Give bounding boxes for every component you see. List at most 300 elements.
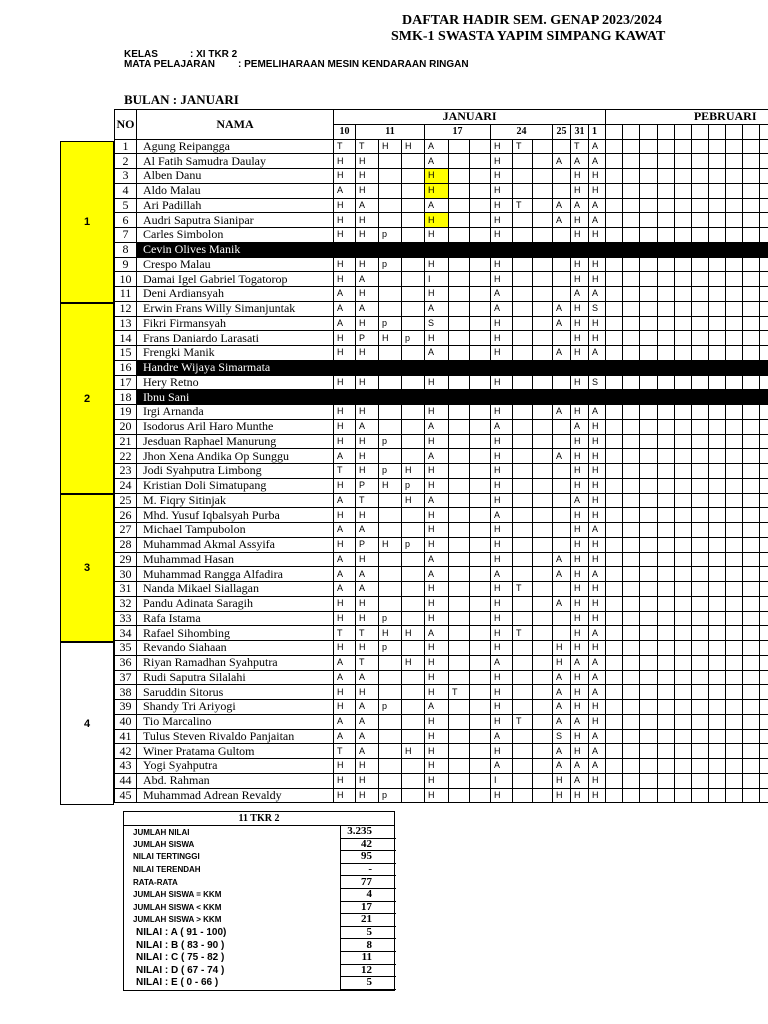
attendance-mark: [623, 419, 640, 434]
attendance-mark: [743, 405, 760, 420]
attendance-mark: H: [571, 228, 589, 243]
attendance-mark: [640, 346, 658, 361]
attendance-mark: [709, 685, 726, 700]
attendance-mark: [726, 287, 743, 302]
student-row: [115, 139, 768, 154]
attendance-mark: A: [334, 552, 356, 567]
attendance-mark: H: [356, 183, 379, 198]
attendance-mark: [743, 242, 760, 257]
attendance-mark: H: [553, 641, 571, 656]
attendance-mark: [623, 169, 640, 184]
attendance-mark: H: [491, 523, 513, 538]
attendance-mark: p: [379, 316, 402, 331]
attendance-mark: [606, 493, 623, 508]
attendance-mark: [709, 183, 726, 198]
attendance-mark: [533, 346, 553, 361]
attendance-mark: [640, 287, 658, 302]
attendance-mark: [553, 464, 571, 479]
attendance-mark: H: [425, 434, 449, 449]
attendance-mark: H: [425, 729, 449, 744]
attendance-mark: [760, 301, 768, 316]
attendance-mark: [589, 360, 606, 375]
attendance-mark: [760, 759, 768, 774]
attendance-mark: [533, 729, 553, 744]
attendance-mark: [449, 242, 470, 257]
student-name: Shandy Tri Ariyogi: [137, 700, 334, 715]
attendance-mark: [675, 301, 692, 316]
attendance-mark: [743, 139, 760, 154]
attendance-mark: [449, 272, 470, 287]
attendance-mark: T: [513, 714, 533, 729]
attendance-mark: [743, 700, 760, 715]
attendance-mark: H: [425, 641, 449, 656]
attendance-mark: [658, 287, 675, 302]
attendance-mark: A: [425, 301, 449, 316]
attendance-mark: [470, 700, 491, 715]
attendance-mark: [709, 537, 726, 552]
attendance-mark: [470, 434, 491, 449]
attendance-mark: [709, 419, 726, 434]
attendance-mark: H: [334, 759, 356, 774]
attendance-mark: A: [589, 346, 606, 361]
attendance-mark: [692, 464, 709, 479]
attendance-mark: [470, 169, 491, 184]
attendance-mark: [760, 213, 768, 228]
attendance-mark: [553, 537, 571, 552]
attendance-mark: [675, 449, 692, 464]
attendance-mark: [760, 375, 768, 390]
attendance-mark: [709, 478, 726, 493]
attendance-mark: A: [425, 700, 449, 715]
attendance-mark: T: [356, 139, 379, 154]
attendance-mark: H: [589, 449, 606, 464]
attendance-mark: H: [334, 405, 356, 420]
attendance-mark: [692, 169, 709, 184]
attendance-mark: H: [571, 169, 589, 184]
attendance-mark: [743, 198, 760, 213]
attendance-mark: [513, 744, 533, 759]
attendance-mark: [470, 744, 491, 759]
attendance-mark: [760, 228, 768, 243]
attendance-mark: [692, 611, 709, 626]
attendance-table: [114, 109, 768, 803]
attendance-mark: [379, 685, 402, 700]
attendance-mark: [533, 213, 553, 228]
attendance-mark: H: [356, 228, 379, 243]
attendance-mark: [491, 360, 513, 375]
attendance-mark: [449, 405, 470, 420]
student-row: [115, 523, 768, 538]
summary-value: 21: [340, 914, 396, 927]
attendance-mark: [709, 596, 726, 611]
attendance-mark: A: [491, 655, 513, 670]
attendance-mark: [553, 139, 571, 154]
attendance-mark: [606, 331, 623, 346]
attendance-mark: [675, 213, 692, 228]
attendance-mark: [470, 242, 491, 257]
attendance-mark: [675, 405, 692, 420]
summary-value: 4: [340, 888, 396, 901]
attendance-mark: H: [553, 773, 571, 788]
attendance-mark: A: [553, 154, 571, 169]
attendance-mark: H: [571, 685, 589, 700]
attendance-mark: H: [425, 523, 449, 538]
group-1-cell: [60, 141, 114, 303]
attendance-mark: A: [425, 493, 449, 508]
attendance-mark: A: [334, 582, 356, 597]
student-number: 42: [115, 744, 137, 759]
attendance-mark: [623, 272, 640, 287]
attendance-mark: [640, 537, 658, 552]
attendance-mark: H: [334, 434, 356, 449]
attendance-mark: H: [402, 744, 425, 759]
attendance-mark: [658, 685, 675, 700]
attendance-mark: [743, 655, 760, 670]
attendance-mark: H: [589, 611, 606, 626]
attendance-mark: [692, 198, 709, 213]
attendance-mark: H: [571, 257, 589, 272]
attendance-mark: [675, 183, 692, 198]
attendance-mark: [402, 434, 425, 449]
attendance-mark: [402, 375, 425, 390]
attendance-mark: [692, 744, 709, 759]
attendance-mark: [606, 301, 623, 316]
attendance-mark: H: [491, 272, 513, 287]
attendance-mark: [675, 154, 692, 169]
attendance-mark: A: [334, 287, 356, 302]
attendance-mark: [606, 360, 623, 375]
attendance-mark: [640, 257, 658, 272]
attendance-mark: [513, 523, 533, 538]
summary-label: JUMLAH SISWA = KKM: [133, 890, 222, 900]
student-number: 2: [115, 154, 137, 169]
attendance-mark: H: [425, 213, 449, 228]
attendance-mark: [449, 567, 470, 582]
summary-row: [124, 851, 396, 864]
attendance-mark: [623, 434, 640, 449]
attendance-mark: [640, 139, 658, 154]
attendance-mark: A: [571, 759, 589, 774]
attendance-mark: [553, 183, 571, 198]
summary-value: 11: [340, 951, 396, 964]
attendance-mark: [623, 257, 640, 272]
attendance-mark: p: [379, 434, 402, 449]
attendance-mark: [726, 523, 743, 538]
attendance-mark: [425, 390, 449, 405]
attendance-mark: [726, 788, 743, 803]
attendance-mark: [760, 582, 768, 597]
attendance-mark: [640, 419, 658, 434]
group-3-cell: [60, 494, 114, 642]
attendance-mark: [726, 183, 743, 198]
attendance-mark: [675, 346, 692, 361]
attendance-mark: [743, 493, 760, 508]
attendance-mark: [533, 375, 553, 390]
attendance-mark: [658, 390, 675, 405]
attendance-mark: H: [356, 685, 379, 700]
attendance-mark: [658, 405, 675, 420]
attendance-mark: [743, 169, 760, 184]
attendance-mark: A: [553, 596, 571, 611]
attendance-mark: [675, 582, 692, 597]
attendance-mark: [675, 287, 692, 302]
attendance-mark: [533, 169, 553, 184]
attendance-mark: [470, 567, 491, 582]
student-name: Irgi Arnanda: [137, 405, 334, 420]
attendance-mark: [379, 360, 402, 375]
attendance-mark: [606, 154, 623, 169]
attendance-mark: [449, 346, 470, 361]
attendance-mark: H: [571, 552, 589, 567]
attendance-mark: [726, 272, 743, 287]
attendance-mark: [658, 670, 675, 685]
summary-label: NILAI : C ( 75 - 82 ): [136, 952, 225, 964]
attendance-mark: [640, 449, 658, 464]
attendance-mark: [470, 301, 491, 316]
attendance-mark: T: [513, 626, 533, 641]
attendance-mark: [743, 154, 760, 169]
attendance-mark: [658, 316, 675, 331]
attendance-mark: [640, 552, 658, 567]
attendance-mark: H: [571, 537, 589, 552]
attendance-mark: A: [425, 154, 449, 169]
date-header: [709, 124, 726, 139]
attendance-mark: H: [334, 419, 356, 434]
student-name: Kristian Doli Simatupang: [137, 478, 334, 493]
attendance-mark: [449, 714, 470, 729]
attendance-mark: T: [334, 744, 356, 759]
attendance-mark: A: [553, 552, 571, 567]
attendance-mark: [623, 375, 640, 390]
student-name: Mhd. Yusuf Iqbalsyah Purba: [137, 508, 334, 523]
attendance-mark: [402, 788, 425, 803]
attendance-mark: [640, 744, 658, 759]
attendance-mark: [470, 493, 491, 508]
summary-label: JUMLAH SISWA < KKM: [133, 902, 222, 912]
attendance-mark: [606, 169, 623, 184]
attendance-mark: [692, 626, 709, 641]
attendance-mark: [709, 198, 726, 213]
attendance-mark: [513, 537, 533, 552]
attendance-mark: [513, 478, 533, 493]
attendance-mark: [379, 655, 402, 670]
student-row: [115, 360, 768, 375]
attendance-mark: H: [334, 375, 356, 390]
attendance-mark: A: [356, 700, 379, 715]
attendance-mark: [513, 759, 533, 774]
attendance-mark: [726, 641, 743, 656]
attendance-mark: H: [334, 537, 356, 552]
attendance-mark: [640, 360, 658, 375]
attendance-mark: [623, 346, 640, 361]
attendance-mark: [623, 449, 640, 464]
attendance-mark: [425, 360, 449, 375]
attendance-mark: [589, 242, 606, 257]
attendance-mark: H: [356, 788, 379, 803]
attendance-mark: [692, 641, 709, 656]
student-name: Nanda Mikael Siallagan: [137, 582, 334, 597]
attendance-mark: [553, 523, 571, 538]
attendance-mark: A: [425, 567, 449, 582]
attendance-mark: [726, 596, 743, 611]
attendance-mark: [726, 759, 743, 774]
attendance-mark: [760, 685, 768, 700]
summary-label: NILAI : B ( 83 - 90 ): [136, 939, 225, 951]
attendance-mark: H: [491, 228, 513, 243]
attendance-mark: [379, 346, 402, 361]
attendance-mark: [513, 331, 533, 346]
attendance-mark: [658, 641, 675, 656]
attendance-mark: [623, 287, 640, 302]
attendance-mark: [658, 464, 675, 479]
attendance-mark: H: [425, 788, 449, 803]
attendance-mark: H: [491, 670, 513, 685]
attendance-mark: [709, 626, 726, 641]
attendance-mark: [658, 626, 675, 641]
attendance-mark: [606, 375, 623, 390]
attendance-mark: [692, 759, 709, 774]
attendance-mark: [623, 626, 640, 641]
attendance-mark: H: [589, 773, 606, 788]
attendance-mark: A: [356, 744, 379, 759]
attendance-mark: [470, 139, 491, 154]
attendance-mark: [379, 508, 402, 523]
attendance-mark: [743, 301, 760, 316]
attendance-mark: [449, 419, 470, 434]
attendance-mark: T: [356, 655, 379, 670]
attendance-mark: H: [356, 611, 379, 626]
attendance-mark: [709, 287, 726, 302]
attendance-mark: H: [571, 331, 589, 346]
attendance-mark: [402, 582, 425, 597]
attendance-mark: [533, 390, 553, 405]
attendance-mark: [491, 390, 513, 405]
attendance-mark: [513, 183, 533, 198]
attendance-mark: [513, 242, 533, 257]
summary-row: [124, 951, 396, 964]
student-number: 24: [115, 478, 137, 493]
attendance-mark: [726, 508, 743, 523]
attendance-mark: [449, 596, 470, 611]
attendance-mark: [658, 346, 675, 361]
attendance-mark: [606, 419, 623, 434]
summary-value: -: [340, 863, 396, 876]
attendance-mark: [692, 183, 709, 198]
attendance-mark: H: [356, 773, 379, 788]
attendance-mark: [726, 198, 743, 213]
attendance-mark: [623, 670, 640, 685]
attendance-mark: [675, 242, 692, 257]
student-number: 35: [115, 641, 137, 656]
attendance-mark: [533, 301, 553, 316]
attendance-mark: [513, 154, 533, 169]
attendance-mark: [623, 596, 640, 611]
attendance-mark: A: [356, 419, 379, 434]
attendance-mark: [533, 670, 553, 685]
attendance-mark: [692, 567, 709, 582]
attendance-mark: [402, 670, 425, 685]
attendance-mark: A: [425, 419, 449, 434]
date-header: [640, 124, 658, 139]
student-name: Audri Saputra Sianipar: [137, 213, 334, 228]
attendance-mark: [553, 419, 571, 434]
attendance-mark: I: [425, 272, 449, 287]
attendance-mark: p: [379, 700, 402, 715]
attendance-mark: [449, 478, 470, 493]
attendance-mark: [449, 582, 470, 597]
attendance-mark: A: [356, 272, 379, 287]
student-row: [115, 759, 768, 774]
student-name: Rudi Saputra Silalahi: [137, 670, 334, 685]
attendance-mark: [553, 169, 571, 184]
attendance-mark: [606, 228, 623, 243]
attendance-mark: A: [334, 729, 356, 744]
attendance-mark: [692, 331, 709, 346]
attendance-mark: [449, 375, 470, 390]
attendance-mark: [658, 582, 675, 597]
attendance-mark: H: [491, 641, 513, 656]
attendance-mark: A: [589, 523, 606, 538]
attendance-mark: [449, 213, 470, 228]
student-number: 6: [115, 213, 137, 228]
attendance-mark: [640, 729, 658, 744]
attendance-mark: [743, 419, 760, 434]
attendance-mark: [425, 242, 449, 257]
attendance-mark: [449, 729, 470, 744]
attendance-mark: [623, 405, 640, 420]
attendance-mark: H: [589, 537, 606, 552]
attendance-mark: A: [334, 714, 356, 729]
attendance-mark: [640, 523, 658, 538]
attendance-mark: A: [589, 685, 606, 700]
attendance-mark: [760, 493, 768, 508]
attendance-mark: A: [589, 744, 606, 759]
attendance-mark: [470, 360, 491, 375]
attendance-mark: [402, 449, 425, 464]
attendance-mark: A: [553, 213, 571, 228]
attendance-mark: H: [491, 478, 513, 493]
attendance-mark: H: [402, 464, 425, 479]
attendance-mark: [623, 567, 640, 582]
attendance-mark: [743, 346, 760, 361]
attendance-mark: [623, 714, 640, 729]
summary-row: [124, 863, 396, 876]
attendance-mark: H: [571, 523, 589, 538]
attendance-mark: H: [334, 611, 356, 626]
attendance-mark: H: [425, 478, 449, 493]
mapel-label: MATA PELAJARAN: [124, 59, 215, 70]
attendance-mark: H: [356, 213, 379, 228]
attendance-mark: [658, 523, 675, 538]
attendance-mark: H: [571, 596, 589, 611]
student-row: [115, 626, 768, 641]
attendance-mark: [743, 641, 760, 656]
attendance-mark: [470, 375, 491, 390]
attendance-mark: [726, 626, 743, 641]
student-number: 40: [115, 714, 137, 729]
attendance-mark: A: [553, 316, 571, 331]
attendance-mark: [709, 582, 726, 597]
summary-title: 11 TKR 2: [124, 812, 394, 826]
attendance-mark: H: [425, 759, 449, 774]
attendance-mark: [640, 508, 658, 523]
attendance-mark: A: [553, 685, 571, 700]
student-row: [115, 582, 768, 597]
attendance-mark: [449, 773, 470, 788]
attendance-mark: [623, 744, 640, 759]
attendance-mark: [470, 198, 491, 213]
attendance-mark: A: [334, 301, 356, 316]
